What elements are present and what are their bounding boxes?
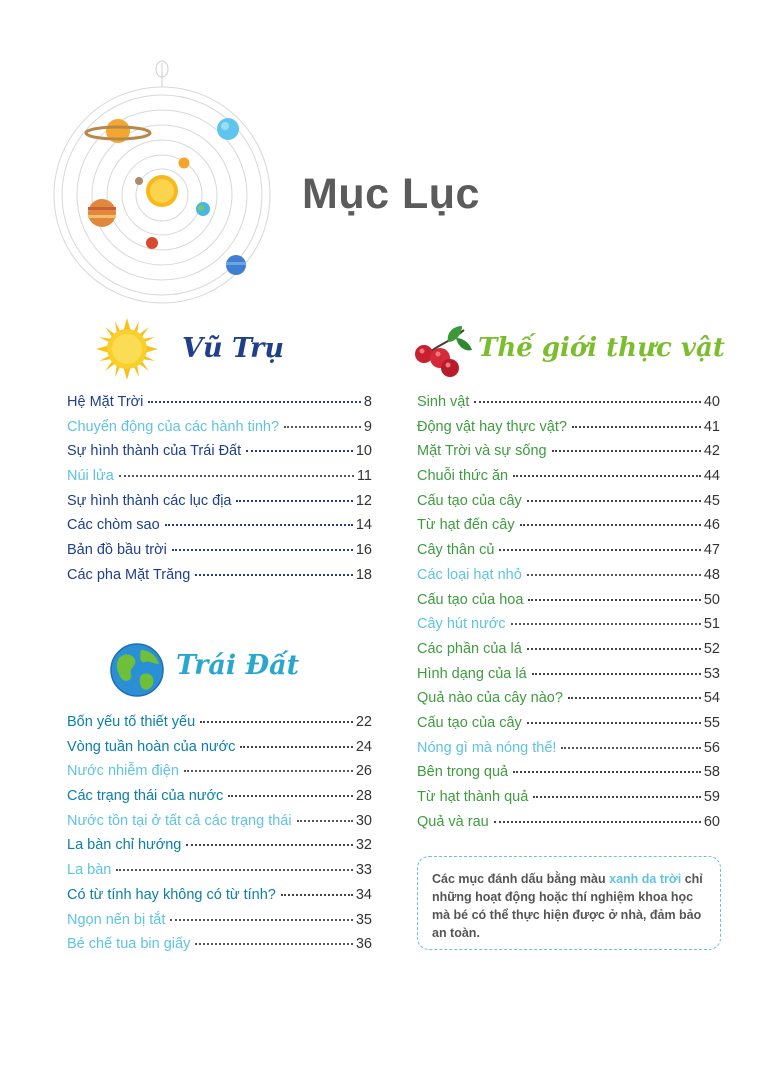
dot-leader — [119, 461, 354, 477]
toc-entry-page: 22 — [355, 714, 372, 730]
toc-list-vu-tru — [67, 390, 372, 588]
toc-entry-page: 45 — [703, 492, 720, 509]
dot-leader — [513, 757, 701, 773]
toc-entry-page: 14 — [355, 517, 372, 534]
toc-entry-title: Mặt Trời và sự sống — [417, 443, 547, 460]
cranberry-branch-icon — [410, 324, 474, 380]
toc-entry-title: Nước tồn tại ở tất cả các trạng thái — [67, 812, 292, 829]
toc-entry[interactable] — [417, 810, 720, 835]
toc-entry-page: 36 — [355, 936, 372, 953]
toc-entry-page: 47 — [703, 542, 720, 559]
dot-leader — [528, 585, 700, 601]
toc-entry-page: 33 — [355, 862, 372, 879]
earth-globe-icon — [109, 642, 165, 698]
toc-entry-title: Cấu tạo của hoa — [417, 591, 524, 608]
toc-entry-title: Ngọn nến bị tắt — [67, 911, 166, 928]
toc-entry-title: Nóng gì mà nóng thế! — [417, 739, 557, 756]
dot-leader — [195, 560, 353, 576]
toc-entry-page: 42 — [703, 443, 720, 460]
toc-entry-page: 53 — [703, 665, 720, 682]
note-text-after: chỉ những hoạt động hoặc thí nghiệm khoa học mà bé có thể thực hiện được ở nhà, đảm bảo an toàn. — [432, 872, 703, 940]
dot-leader — [297, 806, 353, 822]
toc-entry-title: Cây thân củ — [417, 542, 495, 559]
toc-entry-page: 30 — [355, 812, 372, 829]
dot-leader — [236, 486, 352, 502]
toc-entry-title: Quả nào của cây nào? — [417, 690, 563, 707]
dot-leader — [520, 510, 701, 526]
toc-entry-page: 50 — [703, 591, 720, 608]
note-box — [417, 856, 721, 950]
toc-entry-title: Chuyển động của các hành tinh? — [67, 418, 280, 435]
toc-entry-title: Hình dạng của lá — [417, 665, 527, 682]
toc-entry-page: 40 — [703, 394, 720, 410]
toc-entry-title: Các trạng thái của nước — [67, 788, 224, 805]
toc-entry-page: 52 — [703, 640, 720, 657]
dot-leader — [527, 634, 701, 650]
toc-entry-title: Sinh vật — [417, 394, 470, 410]
dot-leader — [172, 535, 353, 551]
toc-entry-page: 46 — [703, 517, 720, 534]
dot-leader — [240, 732, 352, 748]
dot-leader — [474, 387, 700, 403]
toc-entry-title: Quả và rau — [417, 813, 489, 830]
dot-leader — [499, 535, 700, 551]
toc-entry-page: 59 — [703, 789, 720, 805]
dot-leader — [200, 707, 353, 723]
toc-entry-page: 12 — [355, 492, 372, 509]
toc-entry-page: 26 — [355, 763, 372, 780]
dot-leader — [552, 436, 701, 452]
toc-entry-page: 34 — [355, 886, 372, 903]
note-text — [432, 870, 712, 942]
dot-leader — [165, 510, 353, 526]
toc-entry-title: Vòng tuần hoàn của nước — [67, 738, 236, 755]
dot-leader — [494, 807, 701, 823]
toc-entry-page: 44 — [703, 468, 720, 485]
page-title: Mục Lục — [302, 170, 480, 218]
dot-leader — [195, 929, 353, 945]
toc-entry-title: Hệ Mặt Trời — [67, 394, 144, 410]
dot-leader — [184, 756, 353, 772]
section-title-the-gioi-thuc-vat: Thế giới thực vật — [478, 333, 725, 363]
toc-entry-title: Bên trong quả — [417, 764, 509, 781]
toc-entry-title: Từ hạt thành quả — [417, 789, 529, 805]
dot-leader — [513, 461, 701, 477]
toc-entry-page: 55 — [703, 714, 720, 731]
toc-entry-page: 9 — [363, 418, 372, 435]
dot-leader — [246, 436, 353, 452]
toc-entry-title: Bé chế tua bin giấy — [67, 936, 191, 953]
dot-leader — [533, 782, 701, 798]
dot-leader — [532, 659, 701, 675]
toc-entry-page: 32 — [355, 837, 372, 854]
toc-entry-page: 60 — [703, 813, 720, 830]
toc-entry-title: Cấu tạo của cây — [417, 714, 522, 731]
dot-leader — [511, 609, 701, 625]
toc-entry-page: 16 — [355, 542, 372, 559]
dot-leader — [228, 781, 353, 797]
toc-entry-title: Chuỗi thức ăn — [417, 468, 509, 485]
toc-entry-title: Có từ tính hay không có từ tính? — [67, 886, 276, 903]
dot-leader — [568, 683, 701, 699]
toc-entry-page: 51 — [703, 616, 720, 633]
toc-entry-title: Các chòm sao — [67, 517, 160, 534]
toc-entry-title: La bàn — [67, 862, 112, 879]
toc-entry-page: 10 — [355, 443, 372, 460]
note-highlight: xanh da trời — [609, 872, 682, 886]
dot-leader — [527, 486, 701, 502]
solar-system-icon — [50, 55, 280, 305]
toc-entry-title: Động vật hay thực vật? — [417, 418, 567, 435]
toc-entry-title: Các pha Mặt Trăng — [67, 566, 191, 583]
toc-entry-title: Cây hút nước — [417, 616, 506, 633]
toc-entry-page: 24 — [355, 738, 372, 755]
dot-leader — [527, 708, 701, 724]
toc-entry-title: Từ hạt đến cây — [417, 517, 515, 534]
toc-entry-title: Sự hình thành các lục địa — [67, 492, 232, 509]
toc-entry-title: Cấu tạo của cây — [417, 492, 522, 509]
toc-entry-page: 28 — [355, 788, 372, 805]
toc-entry-page: 18 — [355, 566, 372, 583]
note-text-before: Các mục đánh dấu bằng màu — [432, 872, 610, 886]
toc-entry-title: Núi lửa — [67, 468, 114, 485]
toc-entry-page: 11 — [356, 468, 372, 485]
dot-leader — [527, 560, 701, 576]
dot-leader — [284, 412, 361, 428]
toc-entry[interactable] — [67, 932, 372, 957]
toc-entry-page: 58 — [703, 764, 720, 781]
toc-entry-page: 8 — [363, 394, 372, 410]
toc-entry-title: Các loại hạt nhỏ — [417, 566, 522, 583]
dot-leader — [148, 387, 361, 403]
toc-entry-page: 48 — [703, 566, 720, 583]
toc-entry-page: 35 — [355, 911, 372, 928]
dot-leader — [572, 412, 701, 428]
toc-entry-title: Nước nhiễm điện — [67, 763, 179, 780]
sun-icon — [96, 318, 158, 380]
dot-leader — [170, 905, 353, 921]
toc-entry[interactable] — [67, 563, 372, 588]
section-title-trai-dat: Trái Đất — [176, 650, 300, 681]
toc-entry-page: 54 — [703, 690, 720, 707]
toc-entry-title: Sự hình thành của Trái Đất — [67, 443, 242, 460]
dot-leader — [116, 855, 353, 871]
toc-entry-page: 41 — [703, 418, 720, 435]
toc-entry-title: Bốn yếu tố thiết yếu — [67, 714, 196, 730]
dot-leader — [186, 830, 353, 846]
toc-entry-page: 56 — [703, 739, 720, 756]
toc-entry-title: Các phần của lá — [417, 640, 522, 657]
dot-leader — [561, 733, 700, 749]
toc-list-trai-dat — [67, 710, 372, 957]
toc-entry-title: La bàn chỉ hướng — [67, 837, 182, 854]
toc-list-the-gioi-thuc-vat — [417, 390, 720, 834]
dot-leader — [281, 880, 353, 896]
toc-entry-title: Bản đồ bầu trời — [67, 542, 167, 559]
section-title-vu-tru: Vũ Trụ — [182, 333, 284, 364]
